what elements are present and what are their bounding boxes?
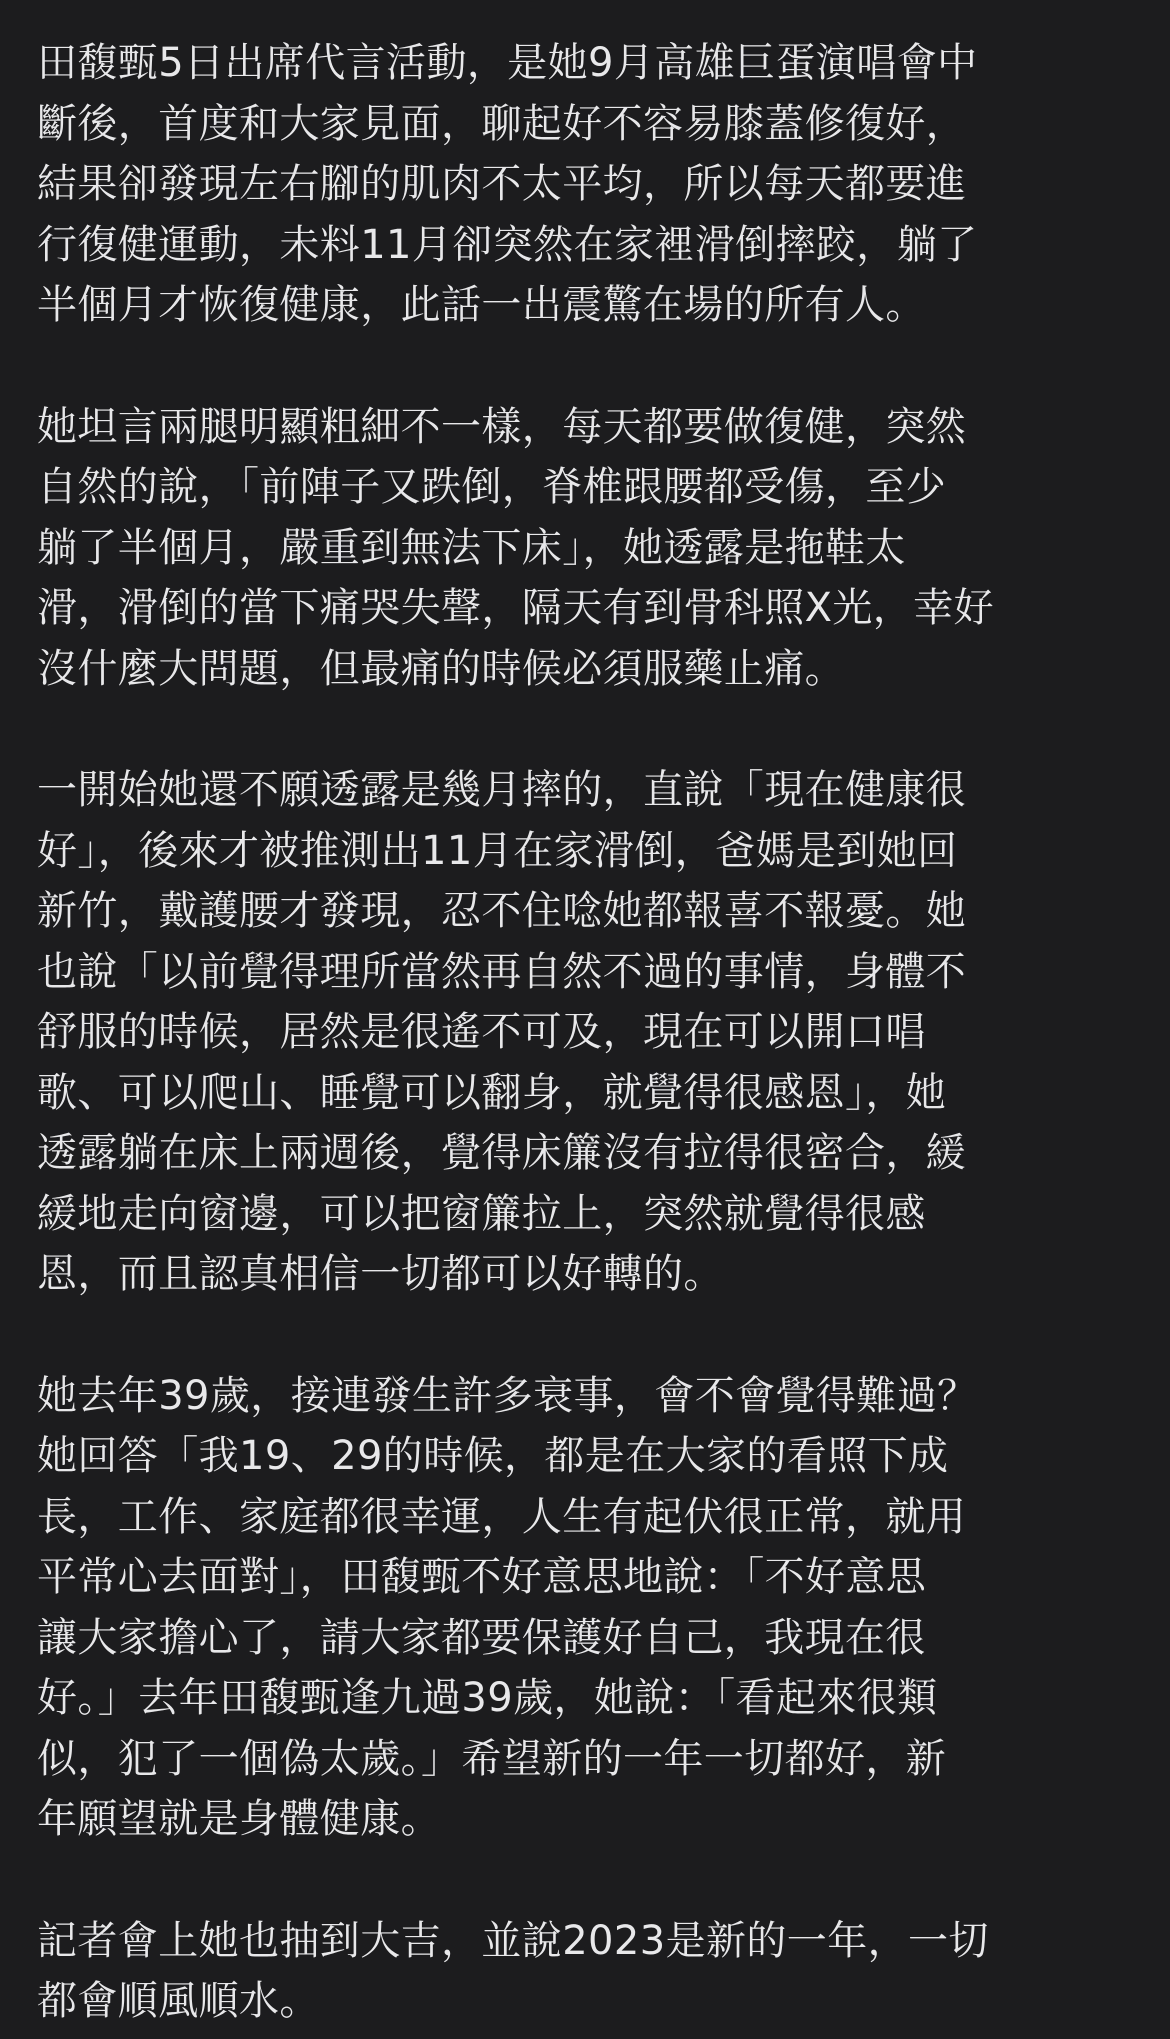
text-line: 年願望就是身體健康。	[37, 1796, 441, 1842]
text-line: 歌、可以爬山、睡覺可以翻身，就覺得很感恩」，她	[37, 1069, 947, 1116]
text-line: 斷後，首度和大家見面，聊起好不容易膝蓋修復好，	[37, 100, 967, 147]
text-line: 好。」去年田馥甄逢九過39歲，她說：「看起來很類	[37, 1675, 938, 1721]
paragraph-2	[37, 397, 1136, 700]
text-line: 一開始她還不願透露是幾月摔的，直說「現在健康很	[37, 767, 967, 813]
text-line: 似，犯了一個偽太歲。」希望新的一年一切都好，新	[37, 1735, 947, 1782]
text-line: 舒服的時候，居然是很遙不可及，現在可以開口唱	[37, 1009, 926, 1055]
text-line: 都會順風順水。	[37, 1978, 320, 2024]
text-line: 透露躺在床上兩週後，覺得床簾沒有拉得很密合，緩	[37, 1130, 967, 1176]
text-line: 她坦言兩腿明顯粗細不一樣，每天都要做復健，突然	[37, 403, 967, 450]
text-line: 她去年39歲，接連發生許多衰事，會不會覺得難過？	[37, 1372, 978, 1419]
text-line: 緩地走向窗邊，可以把窗簾拉上，突然就覺得很感	[37, 1190, 926, 1237]
text-line: 讓大家擔心了，請大家都要保護好自己，我現在很	[37, 1614, 926, 1661]
text-line: 她回答「我19、29的時候，都是在大家的看照下成	[37, 1433, 949, 1479]
text-line: 行復健運動，未料11月卻突然在家裡滑倒摔跤，躺了	[37, 221, 978, 268]
text-line: 平常心去面對」，田馥甄不好意思地說：「不好意思	[37, 1554, 927, 1600]
text-line: 躺了半個月，嚴重到無法下床」，她透露是拖鞋太	[37, 524, 906, 571]
text-line: 滑，滑倒的當下痛哭失聲，隔天有到骨科照X光，幸好	[37, 585, 995, 631]
text-line: 新竹，戴護腰才發現，忍不住唸她都報喜不報憂。她	[37, 888, 967, 934]
text-line: 長，工作、家庭都很幸運，人生有起伏很正常，就用	[37, 1493, 967, 1540]
text-line: 恩，而且認真相信一切都可以好轉的。	[37, 1251, 724, 1297]
text-line: 半個月才恢復健康，此話一出震驚在場的所有人。	[37, 282, 926, 328]
paragraph-4	[37, 1366, 1136, 1850]
text-line: 沒什麼大問題，但最痛的時候必須服藥止痛。	[37, 645, 845, 692]
paragraph-3	[37, 760, 1136, 1305]
text-line: 好」，後來才被推測出11月在家滑倒，爸媽是到她回	[37, 827, 958, 874]
text-line: 記者會上她也抽到大吉，並說2023是新的一年，一切	[37, 1917, 989, 1964]
text-line: 田馥甄5日出席代言活動，是她9月高雄巨蛋演唱會中	[37, 40, 978, 86]
paragraph-5	[37, 1911, 1136, 2032]
text-line: 也說「以前覺得理所當然再自然不過的事情，身體不	[37, 948, 967, 995]
text-line: 自然的說，「前陣子又跌倒，脊椎跟腰都受傷，至少	[37, 464, 947, 510]
text-line: 結果卻發現左右腳的肌肉不太平均，所以每天都要進	[37, 161, 967, 207]
paragraph-1	[37, 33, 1136, 336]
